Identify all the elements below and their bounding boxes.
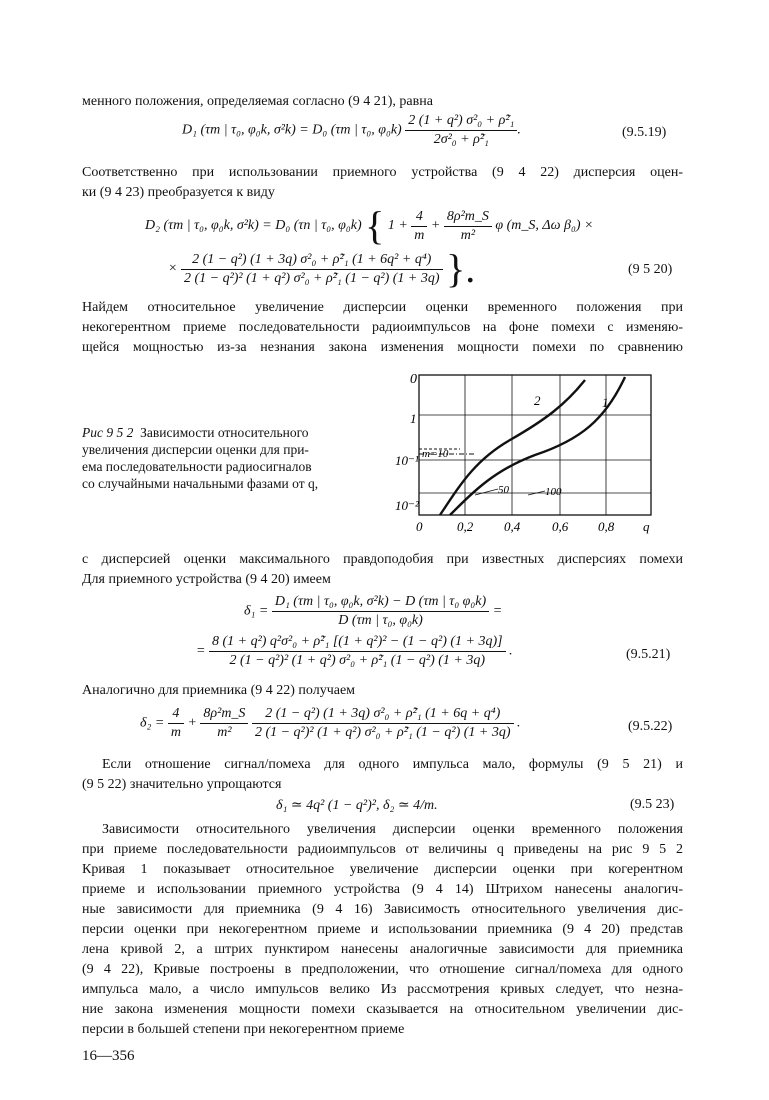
y-tick-label: 0 (410, 372, 417, 387)
eq-lhs: D₁ (τm | τ₀, φ₀k, σ²k) = D₀ (τm | τ₀, φ₀k) (182, 122, 402, 138)
paragraph-7-line: ные зависимости для приемника (9 4 16) Зависимость относительного увеличения дис- (82, 902, 683, 917)
eq-fraction (168, 706, 184, 741)
paragraph-7-line: персии оценки при некогерентном приеме и использовании приемника (9 4 20) представ (82, 922, 683, 937)
paragraph-7-line: ние закона изменения мощности помехи сказывается на относительном увеличении дис- (82, 1002, 683, 1017)
eq-denominator: D (τm | τ₀, φ₀k) (338, 613, 423, 628)
paragraph-1: менного положения, определяемая согласно (9 4 21), равна (82, 94, 433, 109)
paragraph-4-line: с дисперсией оценки максимального правдоподобия при известных дисперсиях помехи (82, 552, 683, 567)
eq-numerator: 2 (1 − q²) (1 + 3q) σ²₀ + ρ̃²₁ (1 + 6q + q⁴) (252, 706, 514, 724)
paragraph-3-line: щейся мощностью из-за незнания закона изменения мощности помехи по сравнению (82, 340, 683, 355)
eq-fraction (411, 209, 427, 244)
eq-term: 1 + (387, 218, 408, 234)
eq-numerator: D₁ (τm | τ₀, φ₀k, σ²k) − D (τm | τ₀ φ₀k) (272, 594, 489, 612)
equation-number: (9 5 20) (628, 262, 673, 277)
figure-caption (82, 424, 372, 492)
eq-fraction (209, 634, 506, 669)
eq-denominator: m (170, 725, 181, 740)
annotation-m10: m=10 (422, 448, 449, 460)
equation-9-5-22 (140, 706, 521, 741)
eq-numerator: 8ρ²m_S (200, 706, 248, 724)
annotation-50: 50 (498, 484, 509, 496)
y-tick-label: 10⁻² (395, 498, 419, 513)
paragraph-7-line: Кривая 1 показывает относительное увеличение дисперсии оценки при когерентном (82, 862, 683, 877)
figure-caption-label: Рис 9 5 2 (82, 425, 134, 440)
figure-caption-line: Зависимости относительного (140, 425, 309, 440)
equation-9-5-20-line2 (168, 246, 476, 291)
y-tick-label: 1 (410, 411, 417, 426)
equation-9-5-23: δ₁ ≃ 4q² (1 − q²)², δ₂ ≃ 4/m. (276, 798, 438, 813)
curve-label-1: 1 (602, 395, 609, 410)
paragraph-7-line: персии в большей степени при некогерентном приеме (82, 1022, 405, 1037)
paragraph-7-line: Зависимости относительного увеличения дисперсии оценки временного положения (102, 822, 683, 837)
figure-caption-line: ема последовательности радиосигналов (82, 459, 312, 474)
x-tick-label: 0,6 (552, 519, 569, 534)
curve-2 (440, 380, 585, 515)
eq-close-brace: }. (446, 246, 476, 291)
equation-9-5-21-line2 (196, 634, 513, 669)
eq-fraction (444, 209, 492, 244)
eq-numerator: 8ρ²m_S (444, 209, 492, 227)
page-signature: 16—356 (82, 1048, 135, 1064)
annotation-100: 100 (545, 486, 562, 498)
figure-graph (380, 365, 680, 540)
equation-9-5-20-line1 (145, 203, 594, 248)
x-tick-label: 0 (416, 519, 423, 534)
paragraph-5: Аналогично для приемника (9 4 22) получаем (82, 683, 356, 698)
paragraph-3-line: некогерентном приеме последовательности радиоимпульсов на фоне помехи с изменяю- (82, 320, 683, 335)
eq-tail: . (517, 122, 521, 138)
paragraph-3-line: Найдем относительное увеличение дисперсии оценки временного положения при (82, 300, 683, 315)
paragraph-2-line: Соответственно при использовании приемного устройства (9 4 22) дисперсия оцен- (82, 165, 683, 180)
eq-lhs: δ₂ = (140, 715, 165, 731)
paragraph-7-line: лена кривой 2, а штрих пунктиром нанесены аналогичные зависимости для приемника (82, 942, 683, 957)
eq-denominator: 2σ²₀ + ρ̃²₁ (433, 132, 489, 147)
eq-fraction (405, 113, 517, 148)
eq-numerator: 4 (411, 209, 427, 227)
eq-denominator: 2 (1 − q²)² (1 + q²) σ²₀ + ρ̃²₁ (1 − q²) (1 + 3q) (229, 653, 486, 668)
eq-tail: . (517, 715, 521, 731)
equation-number: (9.5.21) (626, 647, 671, 662)
equation-9-5-19 (182, 113, 521, 148)
eq-numerator: 2 (1 + q²) σ²₀ + ρ̃²₁ (405, 113, 517, 131)
curve-label-2: 2 (534, 393, 541, 408)
eq-denominator: 2 (1 − q²)² (1 + q²) σ²₀ + ρ̃²₁ (1 − q²) (1 + 3q) (183, 270, 440, 286)
equation-number: (9.5.22) (628, 719, 673, 734)
x-axis-label: q (643, 519, 650, 534)
paragraph-6-line: (9 5 22) значительно упрощаются (82, 777, 282, 792)
x-tick-label: 0,2 (457, 519, 474, 534)
eq-fraction (181, 252, 443, 287)
paragraph-7-line: при приеме последовательности радиоимпульсов от величины q приведены на рис 9 5 2 (82, 842, 683, 857)
eq-equals: = (196, 643, 206, 659)
leader-50 (475, 489, 498, 495)
eq-term: φ (m_S, Δω β₀) × (495, 218, 594, 234)
eq-denominator: m² (460, 227, 476, 243)
eq-numerator: 2 (1 − q²) (1 + 3q) σ²₀ + ρ̃²₁ (1 + 6q² + q⁴) (181, 252, 443, 270)
paragraph-4-line: Для приемного устройства (9 4 20) имеем (82, 572, 331, 587)
paragraph-2-line: ки (9 4 23) преобразуется к виду (82, 185, 275, 200)
eq-lhs: δ₁ = (244, 603, 269, 619)
eq-times: × (168, 261, 178, 277)
eq-denominator: 2 (1 − q²)² (1 + q²) σ²₀ + ρ̃²₁ (1 − q²) (1 + 3q) (254, 725, 511, 740)
figure-caption-line: увеличения дисперсии оценки для при- (82, 442, 309, 457)
paragraph-7-line: импульса мало, а число импульсов велико Из рассмотрения кривых следует, что незна- (82, 982, 683, 997)
paragraph-6-line: Если отношение сигнал/помеха для одного импульса мало, формулы (9 5 21) и (102, 757, 683, 772)
equation-number: (9.5 23) (630, 797, 675, 812)
equation-9-5-21-line1 (244, 594, 502, 629)
eq-lhs: D₂ (τm | τ₀, φ₀k, σ²k) = D₀ (τn | τ₀, φ₀k) (145, 218, 362, 234)
eq-numerator: 8 (1 + q²) q²σ²₀ + ρ̃²₁ [(1 + q²)² − (1 − q²) (1 + 3q)] (209, 634, 506, 652)
eq-numerator: 4 (168, 706, 184, 724)
y-tick-label: 10⁻¹ (395, 453, 419, 468)
equation-number: (9.5.19) (622, 125, 667, 140)
paragraph-7-line: приеме и использовании приемного устройства (9 4 14) Штрихом нанесены аналогич- (82, 882, 683, 897)
eq-equals: = (492, 603, 503, 619)
eq-fraction (272, 594, 489, 629)
eq-fraction (200, 706, 248, 741)
eq-fraction (252, 706, 514, 741)
eq-denominator: m (414, 227, 425, 243)
figure-caption-line: со случайными начальными фазами от q, (82, 476, 319, 491)
eq-open-brace: { (365, 203, 385, 248)
x-tick-label: 0,8 (598, 519, 615, 534)
eq-tail: . (509, 643, 513, 659)
eq-plus: + (430, 218, 441, 234)
paragraph-7-line: (9 4 22), Кривые построены в предположении, что отношение сигнал/помеха для одного (82, 962, 683, 977)
eq-denominator: m² (217, 725, 232, 740)
eq-plus: + (187, 715, 197, 731)
x-tick-label: 0,4 (504, 519, 521, 534)
